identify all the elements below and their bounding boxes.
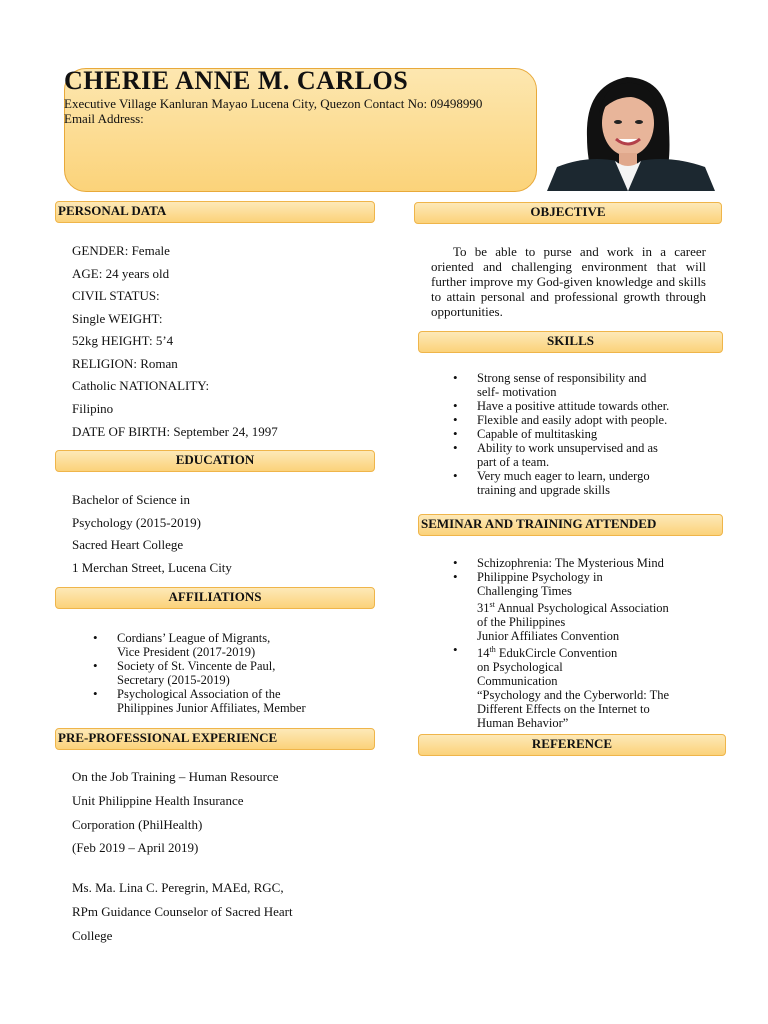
list-item <box>93 687 306 715</box>
personal-line: DATE OF BIRTH: September 24, 1997 <box>72 424 278 439</box>
list-item-line: Communication <box>477 674 558 689</box>
education-heading: EDUCATION <box>55 450 375 472</box>
personal-line: Catholic NATIONALITY: <box>72 378 210 393</box>
list-item <box>453 469 669 497</box>
personal-line: AGE: 24 years old <box>72 266 170 281</box>
reference-line: College <box>72 928 113 943</box>
email-label: Email Address: <box>64 111 144 126</box>
list-item-line: self- motivation <box>477 385 557 399</box>
list-item-line: Society of St. Vincente de Paul, <box>117 659 276 673</box>
skills-heading: SKILLS <box>418 331 723 353</box>
experience-line: (Feb 2019 – April 2019) <box>72 840 199 855</box>
list-item-line: part of a team. <box>477 455 550 469</box>
applicant-name: CHERIE ANNE M. CARLOS <box>64 66 409 95</box>
education-line: Sacred Heart College <box>72 537 184 552</box>
list-item-line: Psychological Association of the <box>117 687 281 701</box>
personal-line: Filipino <box>72 401 114 416</box>
list-item <box>453 413 669 427</box>
experience-line: Corporation (PhilHealth) <box>72 817 203 832</box>
list-item-line: EdukCircle Convention <box>495 646 618 661</box>
list-item <box>453 441 669 469</box>
list-item-line: Capable of multitasking <box>477 427 598 441</box>
ordinal-suffix: th <box>489 645 496 655</box>
personal-line: CIVIL STATUS: <box>72 288 160 303</box>
experience-heading: PRE-PROFESSIONAL EXPERIENCE <box>55 728 375 750</box>
personal-line: GENDER: Female <box>72 243 170 258</box>
affiliations-heading: AFFILIATIONS <box>55 587 375 609</box>
affiliations-list <box>93 631 306 715</box>
list-item-line: Philippine Psychology in <box>477 570 603 584</box>
personal-line: RELIGION: Roman <box>72 356 178 371</box>
skills-list <box>453 371 669 497</box>
list-item-line: on Psychological <box>477 660 563 675</box>
personal-data-heading: PERSONAL DATA <box>55 201 375 223</box>
list-item <box>453 427 669 441</box>
seminar-list <box>453 556 669 730</box>
reference-line: Ms. Ma. Lina C. Peregrin, MAEd, RGC, <box>72 880 284 895</box>
list-item <box>453 570 669 643</box>
seminar-heading: SEMINAR AND TRAINING ATTENDED <box>418 514 723 536</box>
list-item-line: Schizophrenia: The Mysterious Mind <box>477 556 664 570</box>
list-item <box>453 556 669 570</box>
ordinal-number: 14 <box>477 646 490 661</box>
list-item-line: Challenging Times <box>477 584 572 598</box>
list-item-line: Ability to work unsupervised and as <box>477 441 658 455</box>
reference-heading: REFERENCE <box>418 734 726 756</box>
list-item-line: Flexible and easily adopt with people. <box>477 413 668 427</box>
experience-line: Unit Philippine Health Insurance <box>72 793 244 808</box>
list-item <box>93 659 306 687</box>
list-item-line: Secretary (2015-2019) <box>117 673 230 687</box>
list-item-line: training and upgrade skills <box>477 483 610 497</box>
list-item-line: of the Philippines <box>477 615 566 630</box>
list-item-line: Human Behavior” <box>477 716 569 731</box>
list-item-line: Philippines Junior Affiliates, Member <box>117 701 306 715</box>
list-item-line: Vice President (2017-2019) <box>117 645 256 659</box>
list-item <box>93 631 306 659</box>
reference-line: RPm Guidance Counselor of Sacred Heart <box>72 904 293 919</box>
education-line: Psychology (2015-2019) <box>72 515 201 530</box>
list-item-line: Have a positive attitude towards other. <box>477 399 670 413</box>
objective-text: To be able to purse and work in a career oriented and challenging environment that will further improve my God-given knowledge and skills to attain personal and professional growth through opportunities. <box>431 244 706 319</box>
list-item-line: “Psychology and the Cyberworld: The <box>477 688 670 703</box>
list-item-line: Strong sense of responsibility and <box>477 371 647 385</box>
list-item-line: Very much eager to learn, undergo <box>477 469 650 483</box>
experience-line: On the Job Training – Human Resource <box>72 769 279 784</box>
list-item <box>453 643 669 730</box>
list-item-line: Annual Psychological Association <box>494 601 669 616</box>
ordinal-number: 31 <box>477 601 490 616</box>
ordinal-suffix: st <box>489 600 495 609</box>
profile-photo <box>547 67 715 191</box>
list-item-line: Junior Affiliates Convention <box>477 629 620 644</box>
education-line: Bachelor of Science in <box>72 492 191 507</box>
address-contact: Executive Village Kanluran Mayao Lucena City, Quezon Contact No: 09498990 <box>64 96 483 111</box>
personal-line: Single WEIGHT: <box>72 311 163 326</box>
objective-heading: OBJECTIVE <box>414 202 722 224</box>
list-item <box>453 371 669 399</box>
education-line: 1 Merchan Street, Lucena City <box>72 560 232 575</box>
list-item-line: Cordians’ League of Migrants, <box>117 631 271 645</box>
list-item <box>453 399 669 413</box>
list-item-line: Different Effects on the Internet to <box>477 702 650 717</box>
personal-line: 52kg HEIGHT: 5’4 <box>72 333 174 348</box>
